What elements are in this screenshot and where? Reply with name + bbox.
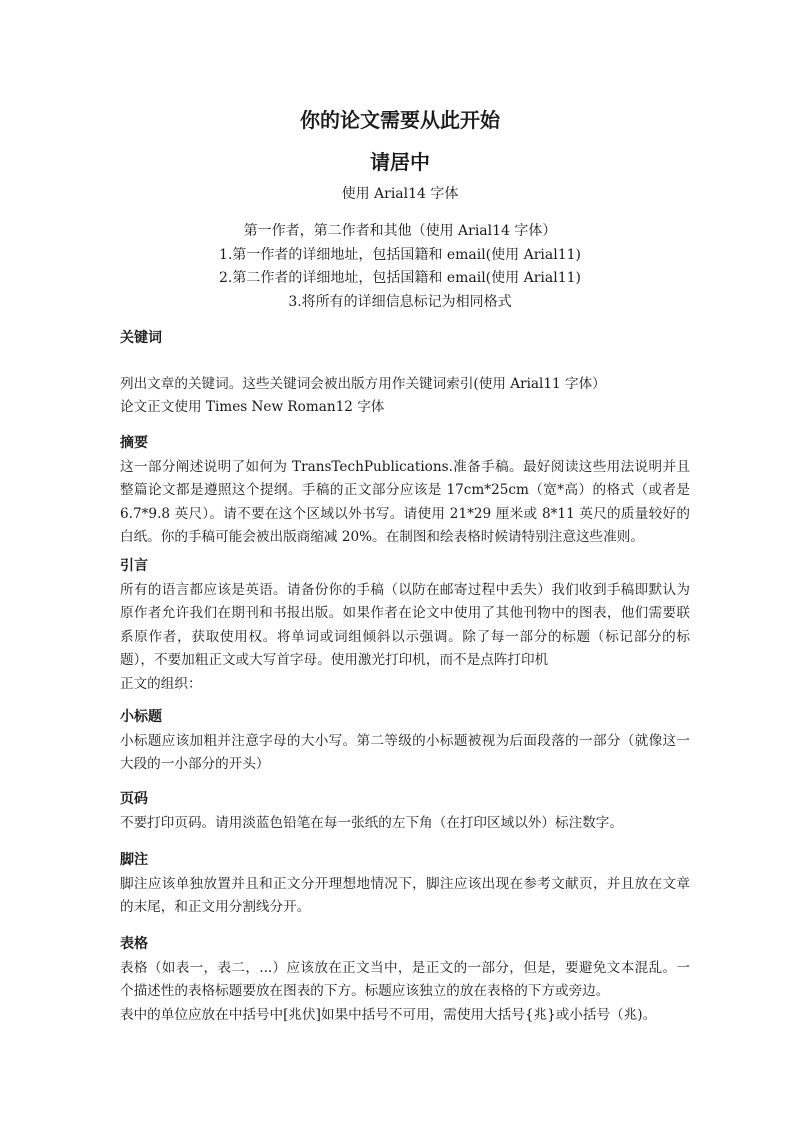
page-numbers-text: 不要打印页码。请用淡蓝色铅笔在每一张纸的左下角（在打印区域以外）标注数字。 [120,814,623,831]
introduction-organization: 正文的组织： [120,675,202,692]
abstract-text: 这一部分阐述说明了如何为 TransTechPublications.准备手稿。最好阅读这些用法说明并且整篇论文都是遵照这个提纲。手稿的正文部分应该是 17cm*25cm（宽*高）的格式（或者是 6.7*9.8 英尺）。请不要在这个区域以外书写。请使用 21*29 厘米或 8*11 英尺的质量较好的白纸。你的手稿可能会被出版商缩减 20%。在制图和绘表格时候请特别注意这些准则。 [120,458,690,546]
abstract-heading: 摘要 [120,435,148,451]
abstract-section [120,432,690,550]
introduction-section [120,555,690,697]
author-address-1: 1.第一作者的详细地址，包括国籍和 email(使用 Arial11) [219,246,581,263]
tables-units-note: 表中的单位应放在中括号中[兆伏]如果中括号不可用，需使用大括号{兆}或小括号（兆)。 [120,1006,657,1023]
font-note: 使用 Arial14 字体 [341,186,459,202]
introduction-heading: 引言 [120,558,148,574]
tables-text: 表格（如表一，表二，...）应该放在正文当中，是正文的一部分，但是，要避免文本混乱。一个描述性的表格标题要放在图表的下方。标题应该独立的放在表格的下方或旁边。 [120,959,690,1000]
paper-subtitle: 请居中 [370,150,430,174]
subheading-heading: 小标题 [120,709,162,725]
footnotes-section [120,849,690,920]
page-numbers-heading: 页码 [120,791,148,807]
author-block [0,220,800,314]
subheading-section [120,706,690,777]
author-address-2: 2.第二作者的详细地址，包括国籍和 email(使用 Arial11) [219,270,581,286]
keywords-heading: 关键词 [120,330,162,346]
page-numbers-section [120,788,690,835]
author-names: 第一作者，第二作者和其他（使用 Arial14 字体） [243,223,557,239]
keywords-section [120,327,690,420]
paper-title: 你的论文需要从此开始 [300,108,500,132]
tables-section [120,933,690,1027]
body-font-note: 论文正文使用 Times New Roman12 字体 [120,399,385,416]
introduction-text: 所有的语言都应该是英语。请备份你的手稿（以防在邮寄过程中丢失）我们收到手稿即默认为原作者允许我们在期刊和书报出版。如果作者在论文中使用了其他刊物中的图表，他们需要联系原作者，获取使用权。将单词或词组倾斜以示强调。除了每一部分的标题（标记部分的标题），不要加粗正文或大写首字母。使用激光打印机，而不是点阵打印机 [120,581,690,669]
author-address-3: 3.将所有的详细信息标记为相同格式 [288,293,512,310]
footnotes-heading: 脚注 [120,852,148,868]
keywords-text: 列出文章的关键词。这些关键词会被出版方用作关键词索引(使用 Arial11 字体） [120,375,606,392]
tables-heading: 表格 [120,936,148,952]
subheading-text: 小标题应该加粗并注意字母的大小写。第二等级的小标题被视为后面段落的一部分（就像这一大段的一小部分的开头） [120,732,690,773]
footnotes-text: 脚注应该单独放置并且和正文分开理想地情况下，脚注应该出现在参考文献页，并且放在文章的末尾，和正文用分割线分开。 [120,875,690,916]
